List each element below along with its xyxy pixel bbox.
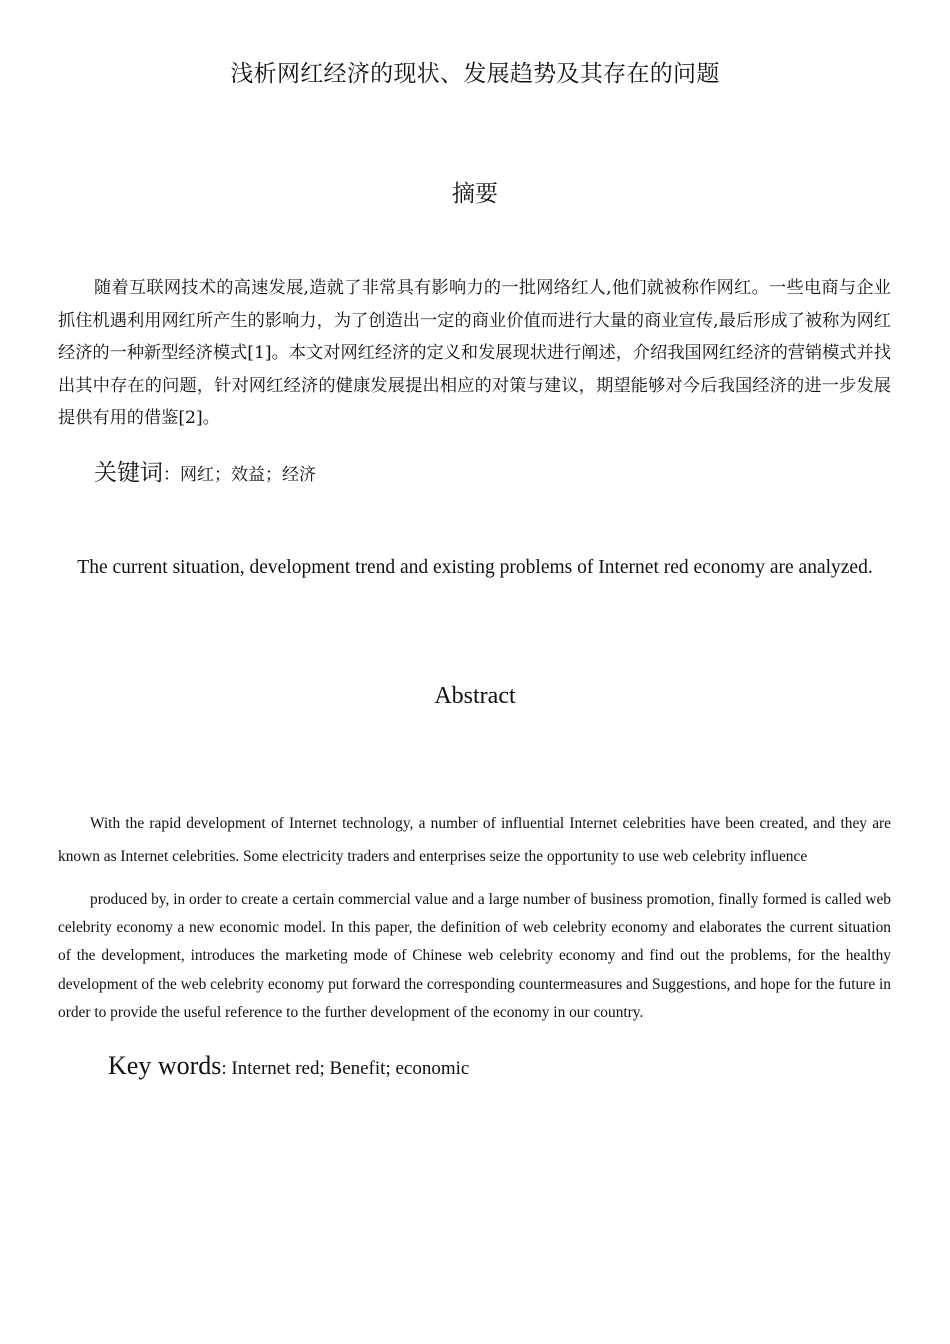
english-keywords [108, 1046, 469, 1090]
english-keywords-values: : Internet red; Benefit; economic [221, 1058, 470, 1079]
chinese-abstract-heading: 摘要 [452, 181, 498, 207]
english-keywords-label: Key words [108, 1051, 222, 1080]
chinese-keywords-values: ：网红；效益；经济 [163, 465, 316, 485]
english-abstract-paragraph-2: produced by, in order to create a certain commercial value and a large number of business promotion, finally formed is called web celebrity economy a new economic model. In this paper, the definition of web celebrity economy and elaborates the current situation of the development, introduces the marketing mode of Chinese web celebrity economy and find out the problems, for the healthy development of the web celebrity economy put forward the corresponding countermeasures and Suggestions, and hope for the future in order to provide the useful reference to the further development of the economy in our country. [58, 891, 891, 1021]
chinese-keywords-label: 关键词 [94, 460, 163, 486]
english-abstract-heading: Abstract [434, 683, 516, 709]
english-title: The current situation, development trend and existing problems of Internet red economy are analyzed. [77, 557, 873, 578]
chinese-abstract-body: 随着互联网技术的高速发展,造就了非常具有影响力的一批网络红人,他们就被称作网红。一些电商与企业抓住机遇利用网红所产生的影响力，为了创造出一定的商业价值而进行大量的商业宣传,最后形成了被称为网红经济的一种新型经济模式[1]。本文对网红经济的定义和发展现状进行阐述，介绍我国网红经济的营销模式并找出其中存在的问题，针对网红经济的健康发展提出相应的对策与建议，期望能够对今后我国经济的进一步发展提供有用的借鉴[2]。 [58, 278, 891, 428]
chinese-title: 浅析网红经济的现状、发展趋势及其存在的问题 [230, 61, 720, 87]
chinese-keywords [94, 454, 316, 495]
english-abstract-paragraph-1: With the rapid development of Internet technology, a number of influential Internet celebrities have been created, and they are known as Internet celebrities. Some electricity traders and enterprises seize the opportunity to use web celebrity influence [58, 815, 891, 865]
